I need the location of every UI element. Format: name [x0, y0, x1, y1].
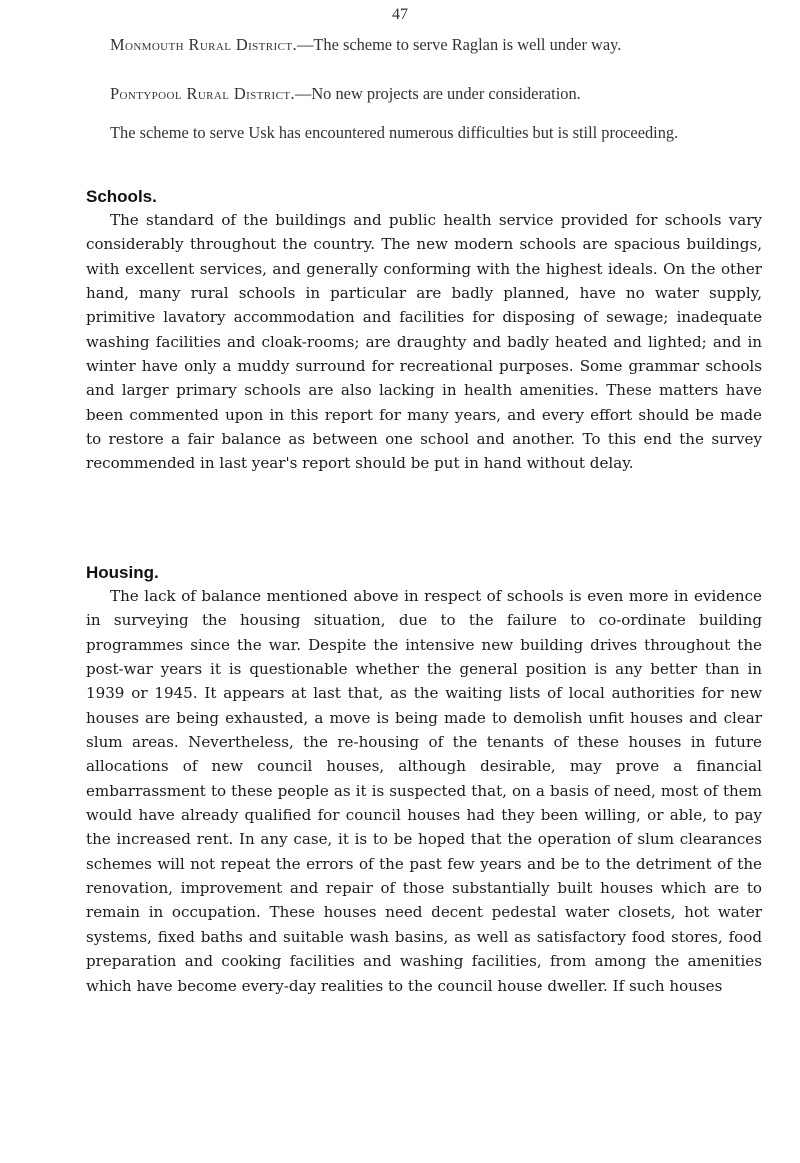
pontypool-paragraph [86, 82, 762, 105]
monmouth-paragraph [86, 33, 762, 56]
district-name-pontypool: Pontypool Rural District. [110, 84, 295, 103]
usk-paragraph [86, 121, 762, 144]
district-text-monmouth: —The scheme to serve Raglan is well under way. [296, 35, 622, 54]
district-name-monmouth: Monmouth Rural District. [110, 35, 297, 54]
page-number: 47 [392, 6, 408, 23]
district-text-pontypool: —No new projects are under consideration. [294, 84, 581, 103]
schools-heading: Schools. [86, 187, 157, 206]
schools-paragraph: The standard of the buildings and public health service provided for schools vary considerably throughout the country. The new modern schools are spacious buildings, with excellent services, and generally conforming with the highest ideals. On the other hand, many rural schools in particular are badly planned, have no water supply, primitive lavatory accommodation and facilities for disposing of sewage; inadequate washing facilities and cloak-rooms; are draughty and badly heated and lighted; and in winter have only a muddy surround for recreational purposes. Some grammar schools and larger primary schools are also lacking in health amenities. These matters have been commented upon in this report for many years, and every effort should be made to restore a fair balance as between one school and another. To this end the survey recommended in last year's report should be put in hand without delay. [86, 211, 762, 473]
usk-note: The scheme to serve Usk has encountered numerous difficulties but is still proceeding. [110, 123, 679, 142]
housing-heading: Housing. [86, 563, 159, 582]
housing-paragraph: The lack of balance mentioned above in respect of schools is even more in evidence in surveying the housing situation, due to the failure to co-ordinate building programmes since the war. Despite the intensive new building drives throughout the post-war years it is questionable whether the general position is any better than in 1939 or 1945. It appears at last that, as the waiting lists of local authorities for new houses are being exhausted, a move is being made to demolish unfit houses and clear slum areas. Nevertheless, the re-housing of the tenants of these houses in future allocations of new council houses, although desirable, may prove a financial embarrassment to these people as it is suspected that, on a basis of need, most of them would have already qualified for council houses had they been willing, or able, to pay the increased rent. In any case, it is to be hoped that the operation of slum clearances schemes will not repeat the errors of the past few years and be to the detriment of the renovation, improvement and repair of those substantially built houses which are to remain in occupation. These houses need decent pedestal water closets, hot water systems, fixed baths and suitable wash basins, as well as satisfactory food stores, food preparation and cooking facilities and washing facilities, from among the amenities which have become every-day realities to the council house dweller. If such houses [86, 587, 762, 995]
schools-section [86, 186, 762, 476]
housing-section [86, 562, 762, 998]
